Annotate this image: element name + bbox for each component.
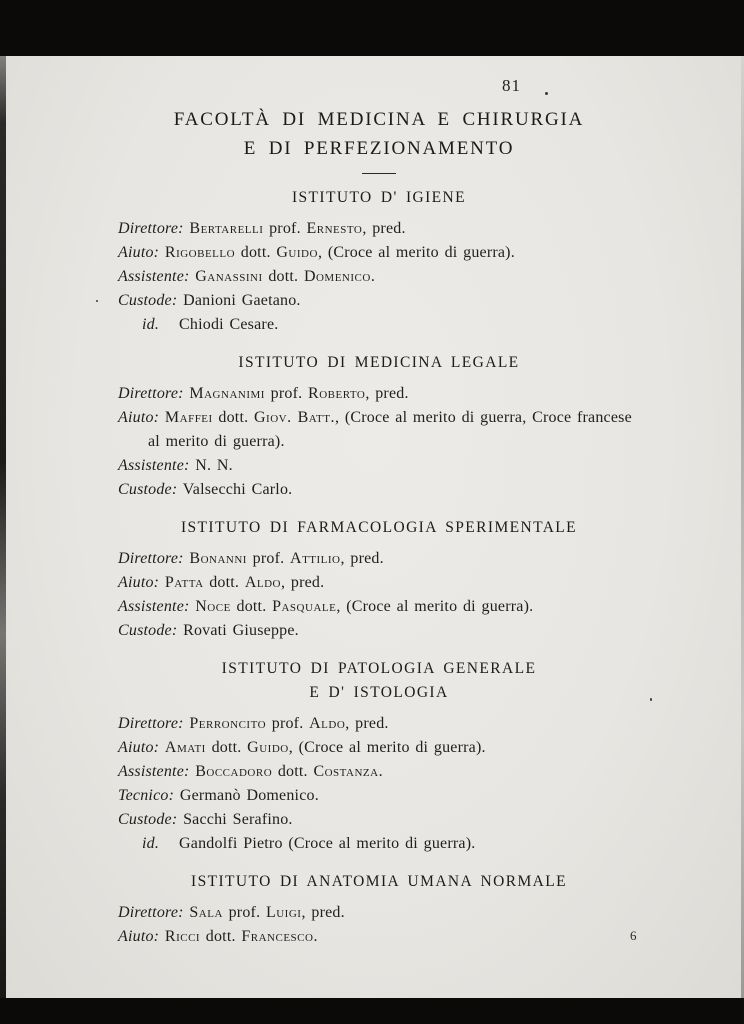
staff-entry xyxy=(118,241,640,265)
person-name: Gandolfi Pietro (Croce al merito di guerra). xyxy=(179,835,476,852)
role-label: Aiuto: xyxy=(118,574,160,591)
person-title: dott. xyxy=(209,574,240,591)
person-name: Rovati Giuseppe. xyxy=(183,622,299,639)
faculty-title-line2: E DI PERFEZIONAMENTO xyxy=(243,138,515,159)
person-surname: Boccadoro xyxy=(195,763,273,780)
role-label: Direttore: xyxy=(118,220,184,237)
section-heading: ISTITUTO D' IGIENE xyxy=(291,189,467,206)
person-surname: Bertarelli xyxy=(189,220,264,237)
entry-note: , pred. xyxy=(365,385,409,402)
role-label: Assistente: xyxy=(118,268,190,285)
person-title: prof. xyxy=(270,385,303,402)
scan-speck xyxy=(545,92,548,95)
entry-note: . xyxy=(313,928,318,945)
person-forename: Giov. Batt. xyxy=(254,409,335,426)
person-forename: Pasquale xyxy=(272,598,337,615)
person-forename: Guido xyxy=(276,244,318,261)
person-forename: Roberto xyxy=(308,385,366,402)
entry-note: . xyxy=(378,763,383,780)
scan-speck xyxy=(96,300,98,302)
role-label: Custode: xyxy=(118,622,178,639)
section-entries xyxy=(118,901,640,949)
scan-edge-bottom xyxy=(0,998,744,1024)
role-label: Custode: xyxy=(118,811,178,828)
role-label: Aiuto: xyxy=(118,739,160,756)
person-title: dott. xyxy=(236,598,267,615)
person-surname: Patta xyxy=(164,574,204,591)
person-forename: Ernesto xyxy=(306,220,363,237)
person-title: prof. xyxy=(228,904,261,921)
person-surname: Rigobello xyxy=(164,244,236,261)
section-farmacologia xyxy=(118,516,640,643)
role-label: Aiuto: xyxy=(118,409,160,426)
entry-note: , (Croce al merito di guerra, Croce francese al merito di guerra). xyxy=(148,409,632,450)
role-label: Aiuto: xyxy=(118,244,160,261)
scan-edge-left xyxy=(0,0,6,1024)
staff-entry xyxy=(118,901,640,925)
staff-entry xyxy=(118,406,640,454)
entry-note: , pred. xyxy=(340,550,384,567)
entry-note: , pred. xyxy=(362,220,406,237)
person-forename: Attilio xyxy=(290,550,341,567)
person-surname: Ricci xyxy=(164,928,201,945)
person-surname: Amati xyxy=(164,739,206,756)
staff-entry xyxy=(118,619,640,643)
staff-entry xyxy=(118,595,640,619)
person-surname: Noce xyxy=(195,598,231,615)
role-label: Aiuto: xyxy=(118,928,160,945)
person-forename: Guido xyxy=(247,739,289,756)
section-istituto-igiene xyxy=(118,186,640,337)
person-title: prof. xyxy=(271,715,304,732)
person-name: Valsecchi Carlo. xyxy=(182,481,293,498)
section-entries xyxy=(118,547,640,643)
section-medicina-legale xyxy=(118,351,640,502)
person-title: prof. xyxy=(269,220,301,237)
entry-note: , pred. xyxy=(345,715,389,732)
person-forename: Aldo xyxy=(244,574,281,591)
staff-entry xyxy=(118,760,640,784)
person-forename: Francesco xyxy=(241,928,314,945)
entry-note: , (Croce al merito di guerra). xyxy=(317,244,515,261)
staff-entry xyxy=(118,265,640,289)
staff-entry xyxy=(118,712,640,736)
staff-entry xyxy=(118,289,640,313)
person-name: Danioni Gaetano. xyxy=(183,292,301,309)
faculty-title-line1: FACOLTÀ DI MEDICINA E CHIRURGIA xyxy=(173,109,585,130)
role-label: Direttore: xyxy=(118,904,184,921)
person-surname: Perroncito xyxy=(189,715,267,732)
signature-mark: 6 xyxy=(630,928,637,943)
role-label: id. xyxy=(142,835,160,852)
section-heading-line2: E D' ISTOLOGIA xyxy=(309,684,449,701)
staff-entry xyxy=(118,925,640,949)
page-number: 81 xyxy=(502,76,521,95)
person-surname: Bonanni xyxy=(189,550,247,567)
person-surname: Sala xyxy=(189,904,223,921)
entry-note: . xyxy=(370,268,376,285)
section-patologia-generale xyxy=(118,657,640,856)
person-forename: Domenico xyxy=(303,268,371,285)
section-entries xyxy=(118,382,640,502)
staff-entry xyxy=(118,313,640,337)
role-label: id. xyxy=(142,316,160,333)
staff-entry xyxy=(118,784,640,808)
scan-speck xyxy=(650,698,652,701)
person-surname: Ganassini xyxy=(195,268,263,285)
person-forename: Aldo xyxy=(309,715,346,732)
role-label: Custode: xyxy=(118,292,178,309)
role-label: Assistente: xyxy=(118,457,190,474)
role-label: Direttore: xyxy=(118,385,184,402)
staff-entry xyxy=(118,454,640,478)
section-heading: ISTITUTO DI FARMACOLOGIA SPERIMENTALE xyxy=(180,519,578,536)
person-title: dott. xyxy=(218,409,249,426)
role-label: Custode: xyxy=(118,481,178,498)
person-name: Germanò Domenico. xyxy=(179,787,319,804)
staff-entry xyxy=(118,736,640,760)
entry-note: , pred. xyxy=(281,574,325,591)
staff-entry xyxy=(118,832,640,856)
entry-note: , pred. xyxy=(301,904,345,921)
person-title: dott. xyxy=(211,739,242,756)
role-label: Assistente: xyxy=(118,763,190,780)
person-surname: Magnanimi xyxy=(189,385,265,402)
role-label: Assistente: xyxy=(118,598,190,615)
section-heading: ISTITUTO DI MEDICINA LEGALE xyxy=(238,354,520,371)
person-name: Chiodi Cesare. xyxy=(179,316,279,333)
section-entries xyxy=(118,217,640,337)
staff-entry xyxy=(118,571,640,595)
person-title: dott. xyxy=(268,268,299,285)
person-title: prof. xyxy=(252,550,285,567)
section-entries xyxy=(118,712,640,856)
person-surname: Maffei xyxy=(164,409,213,426)
entry-note: , (Croce al merito di guerra). xyxy=(336,598,534,615)
role-label: Tecnico: xyxy=(118,787,175,804)
role-label: Direttore: xyxy=(118,550,184,567)
person-name: N. N. xyxy=(195,457,233,474)
section-heading: ISTITUTO DI PATOLOGIA GENERALE xyxy=(221,660,537,677)
person-title: dott. xyxy=(277,763,308,780)
staff-entry xyxy=(118,547,640,571)
person-forename: Costanza xyxy=(313,763,379,780)
section-anatomia-umana xyxy=(118,870,640,949)
staff-entry xyxy=(118,217,640,241)
title-divider xyxy=(362,173,396,174)
person-name: Sacchi Serafino. xyxy=(183,811,293,828)
person-forename: Luigi xyxy=(265,904,302,921)
staff-entry xyxy=(118,808,640,832)
person-title: dott. xyxy=(240,244,271,261)
person-title: dott. xyxy=(205,928,236,945)
staff-entry xyxy=(118,382,640,406)
staff-entry xyxy=(118,478,640,502)
role-label: Direttore: xyxy=(118,715,184,732)
section-heading: ISTITUTO DI ANATOMIA UMANA NORMALE xyxy=(191,873,567,890)
entry-note: , (Croce al merito di guerra). xyxy=(288,739,486,756)
